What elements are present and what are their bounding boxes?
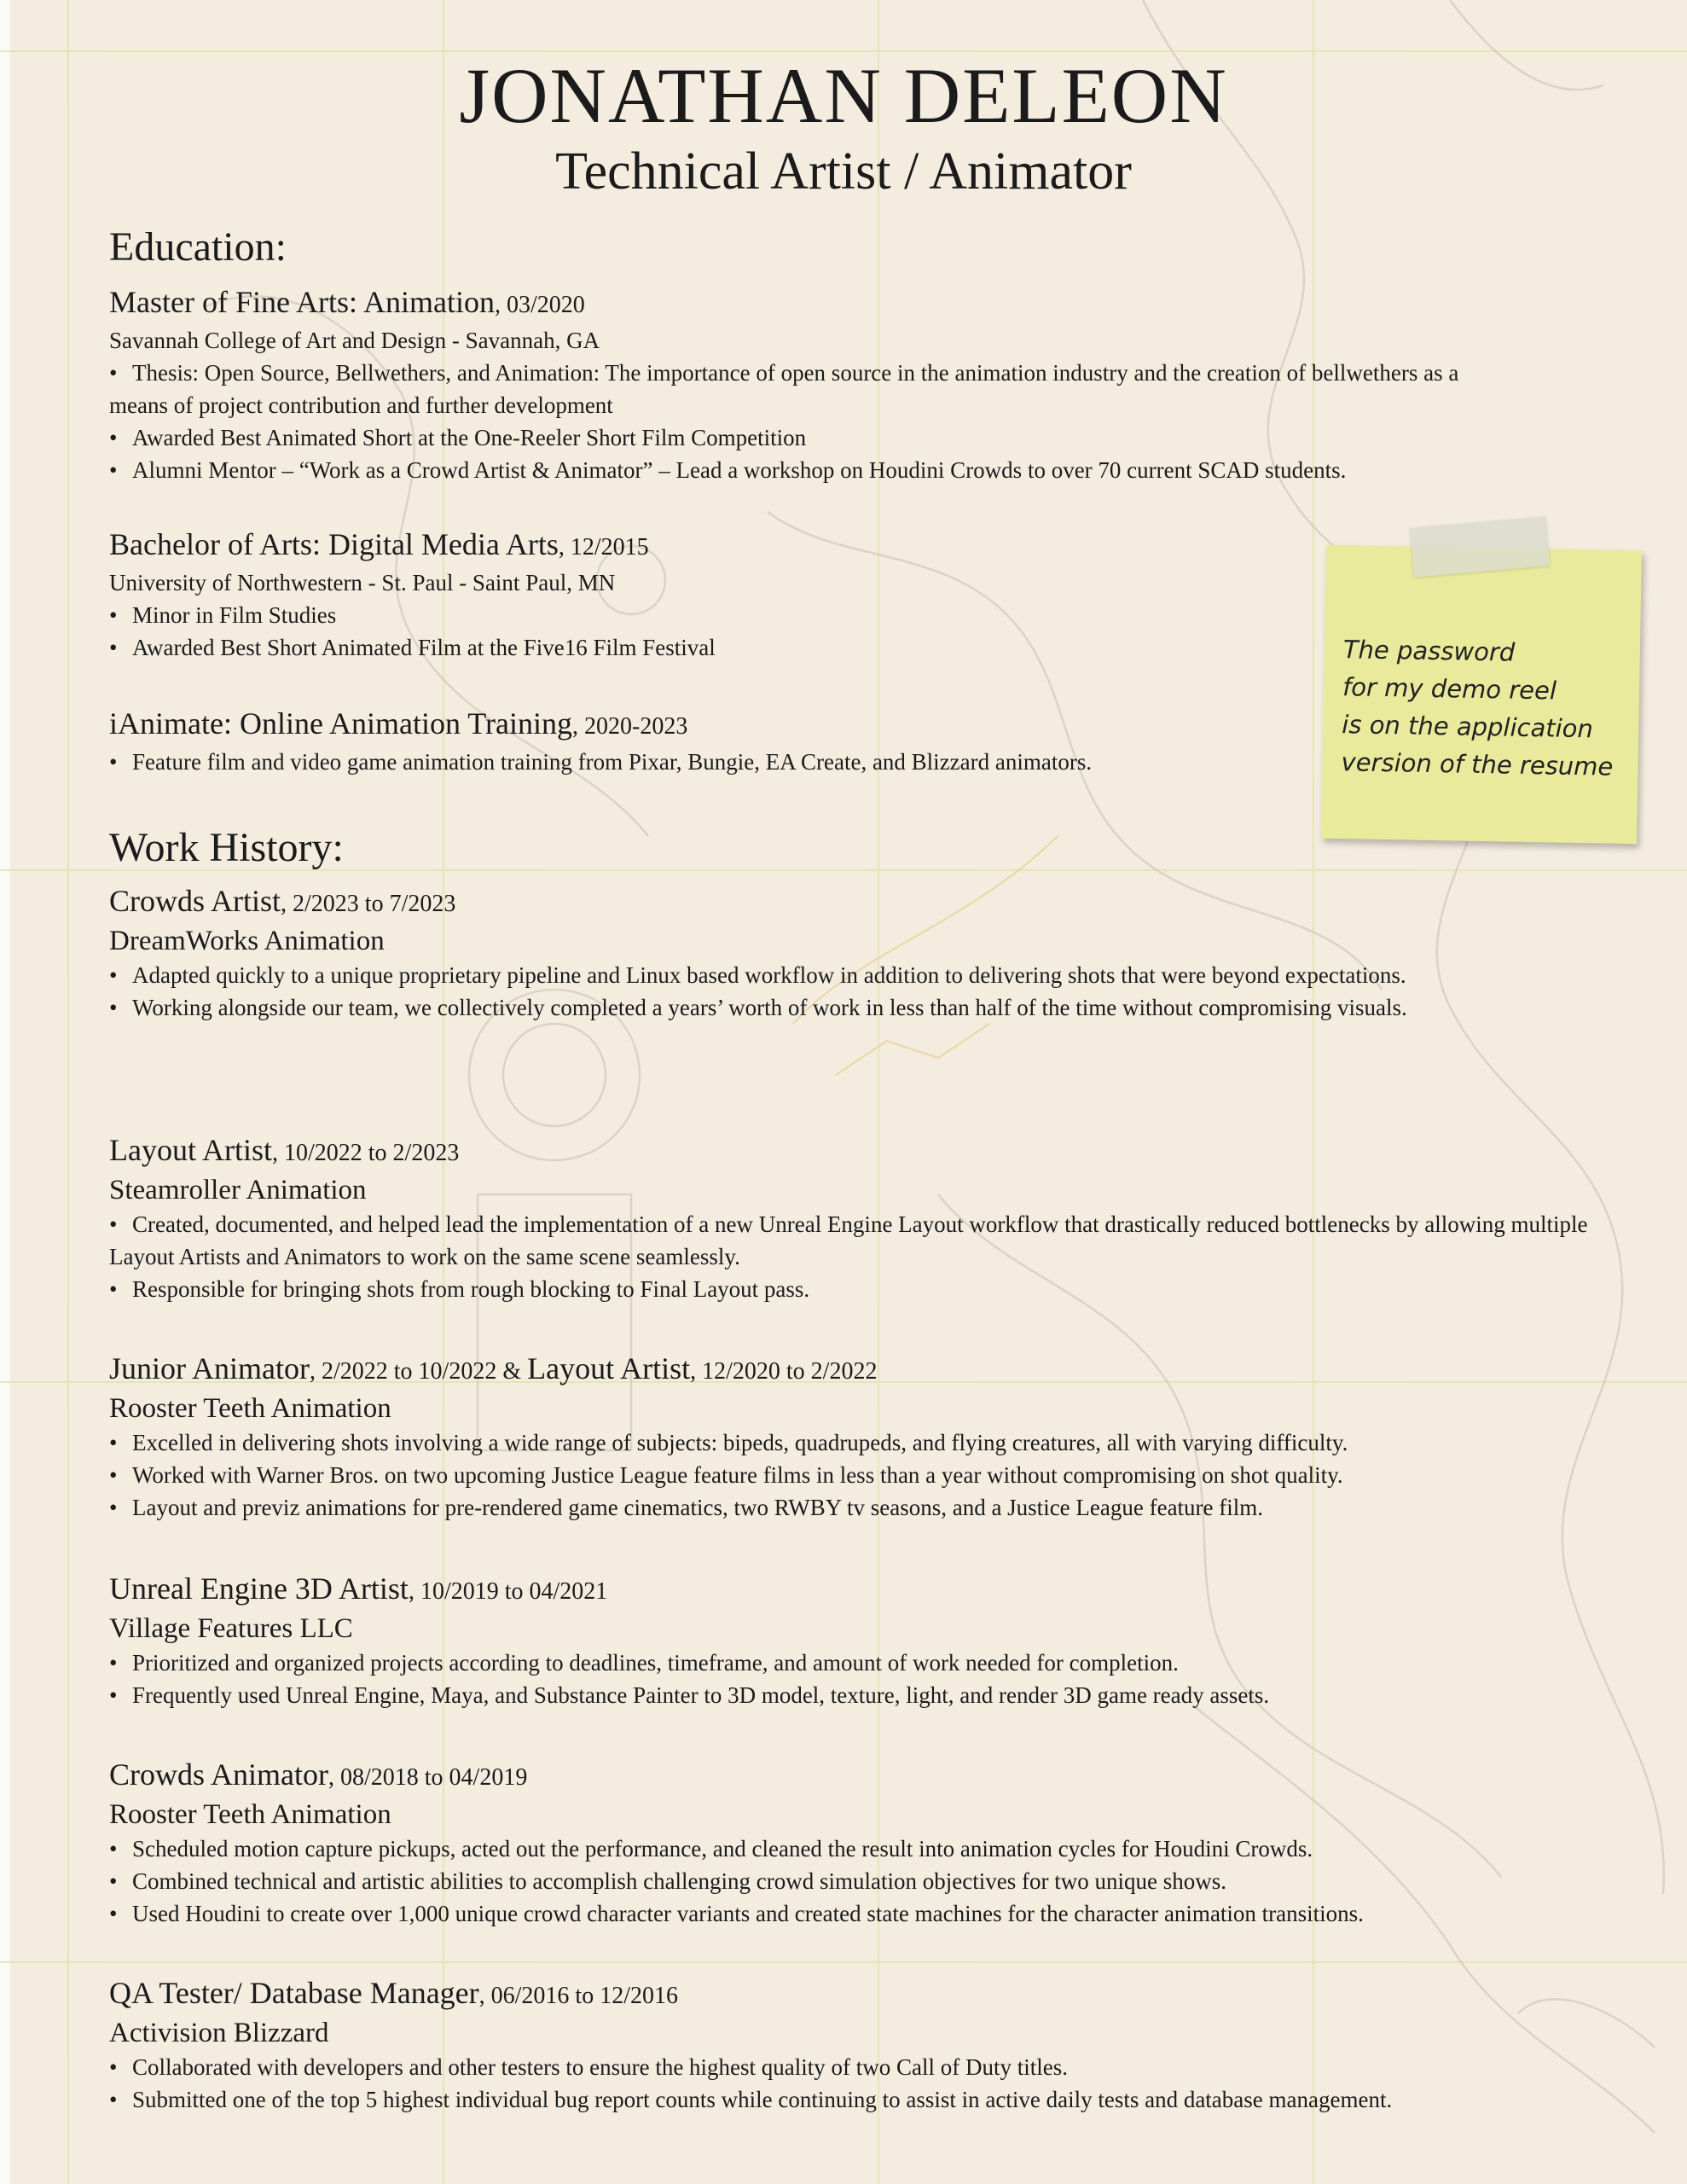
education-heading: Education: (109, 224, 287, 270)
list-item: • Minor in Film Studies (109, 602, 337, 628)
list-item: • Alumni Mentor – “Work as a Crowd Artist & Animator” – Lead a workshop on Houdini Crowds to over 70 current SCAD students. (109, 457, 1347, 483)
job-title: QA Tester/ Database Manager, 06/2016 to 12/2016 (109, 1976, 678, 2010)
job-title: Junior Animator, 2/2022 to 10/2022 & Layout Artist, 12/2020 to 2/2022 (109, 1351, 878, 1385)
list-item: • Combined technical and artistic abilities to accomplish challenging crowd simulation objectives for two unique shows. (109, 1868, 1226, 1894)
list-item: • Excelled in delivering shots involving a wide range of subjects: bipeds, quadrupeds, and flying creatures, all with varying difficulty. (109, 1430, 1348, 1455)
job-title: Layout Artist, 10/2022 to 2/2023 (109, 1133, 460, 1167)
job-title: Crowds Animator, 08/2018 to 04/2019 (109, 1757, 528, 1792)
company-name: Rooster Teeth Animation (109, 1393, 391, 1424)
list-item: • Scheduled motion capture pickups, acted out the performance, and cleaned the result into animation cycles for Houdini Crowds. (109, 1836, 1313, 1862)
list-item: • Worked with Warner Bros. on two upcoming Justice League feature films in less than a year without compromising on shot quality. (109, 1462, 1343, 1488)
list-item: • Awarded Best Short Animated Film at the Five16 Film Festival (109, 635, 716, 660)
work-entry-activision (109, 1974, 1593, 2116)
applicant-name: JONATHAN DELEON (459, 52, 1228, 139)
company-name: Activision Blizzard (109, 2018, 329, 2048)
degree-title: Bachelor of Arts: Digital Media Arts, 12/2015 (109, 527, 649, 561)
company-name: Village Features LLC (109, 1613, 353, 1644)
applicant-role: Technical Artist / Animator (555, 142, 1132, 200)
list-item: • Prioritized and organized projects according to deadlines, timeframe, and amount of work needed for completion. (109, 1650, 1179, 1676)
company-name: DreamWorks Animation (109, 926, 385, 956)
institution: Savannah College of Art and Design - Savannah, GA (109, 328, 600, 353)
list-item: • Feature film and video game animation training from Pixar, Bungie, EA Create, and Blizzard animators. (109, 749, 1093, 775)
company-name: Rooster Teeth Animation (109, 1799, 391, 1830)
list-item: • Layout and previz animations for pre-rendered game cinematics, two RWBY tv seasons, and a Justice League feature film. (109, 1495, 1264, 1520)
list-item: • Created, documented, and helped lead the implementation of a new Unreal Engine Layout workflow that drastically reduced bottlenecks by allowing multiple Layout Artists and Animators to work on the same scene seamlessly. (109, 1211, 1588, 1269)
work-entry-rooster-teeth-crowds (109, 1756, 1593, 1930)
list-item: • Collaborated with developers and other testers to ensure the highest quality of two Call of Duty titles. (109, 2054, 1069, 2080)
education-entry-mfa (109, 283, 1593, 486)
list-item: • Responsible for bringing shots from rough blocking to Final Layout pass. (109, 1276, 810, 1302)
work-history-heading: Work History: (109, 825, 344, 870)
work-entry-village-features (109, 1570, 1593, 1711)
tape-strip (1410, 516, 1550, 578)
work-entry-dreamworks (109, 882, 1593, 1024)
list-item: • Frequently used Unreal Engine, Maya, and Substance Painter to 3D model, texture, light, and render 3D game ready assets. (109, 1682, 1270, 1708)
sticky-note-text: The password for my demo reel is on the application version of the resume (1341, 635, 1614, 781)
work-entry-rooster-teeth-animator (109, 1350, 1593, 1524)
job-title: Unreal Engine 3D Artist, 10/2019 to 04/2021 (109, 1571, 608, 1606)
job-title: Crowds Artist, 2/2023 to 7/2023 (109, 884, 456, 918)
list-item: • Used Houdini to create over 1,000 unique crowd character variants and created state machines for the character animation transitions. (109, 1901, 1364, 1926)
list-item: • Adapted quickly to a unique proprietary pipeline and Linux based workflow in addition to delivering shots that were beyond expectations. (109, 962, 1406, 988)
company-name: Steamroller Animation (109, 1175, 367, 1205)
list-item: • Thesis: Open Source, Bellwethers, and Animation: The importance of open source in the animation industry and the creation of bellwethers as a means of project contribution and further development (109, 360, 1459, 418)
list-item: • Submitted one of the top 5 highest individual bug report counts while continuing to assist in active daily tests and database management. (109, 2087, 1393, 2112)
institution: University of Northwestern - St. Paul - Saint Paul, MN (109, 570, 616, 595)
list-item: • Awarded Best Animated Short at the One-Reeler Short Film Competition (109, 425, 807, 450)
list-item: • Working alongside our team, we collectively completed a years’ worth of work in less than half of the time without compromising visuals. (109, 995, 1407, 1020)
resume-header (0, 53, 1687, 201)
degree-title: Master of Fine Arts: Animation, 03/2020 (109, 285, 585, 319)
degree-title: iAnimate: Online Animation Training, 2020-2023 (109, 706, 688, 741)
work-entry-steamroller (109, 1131, 1593, 1305)
sticky-note (1321, 545, 1642, 844)
